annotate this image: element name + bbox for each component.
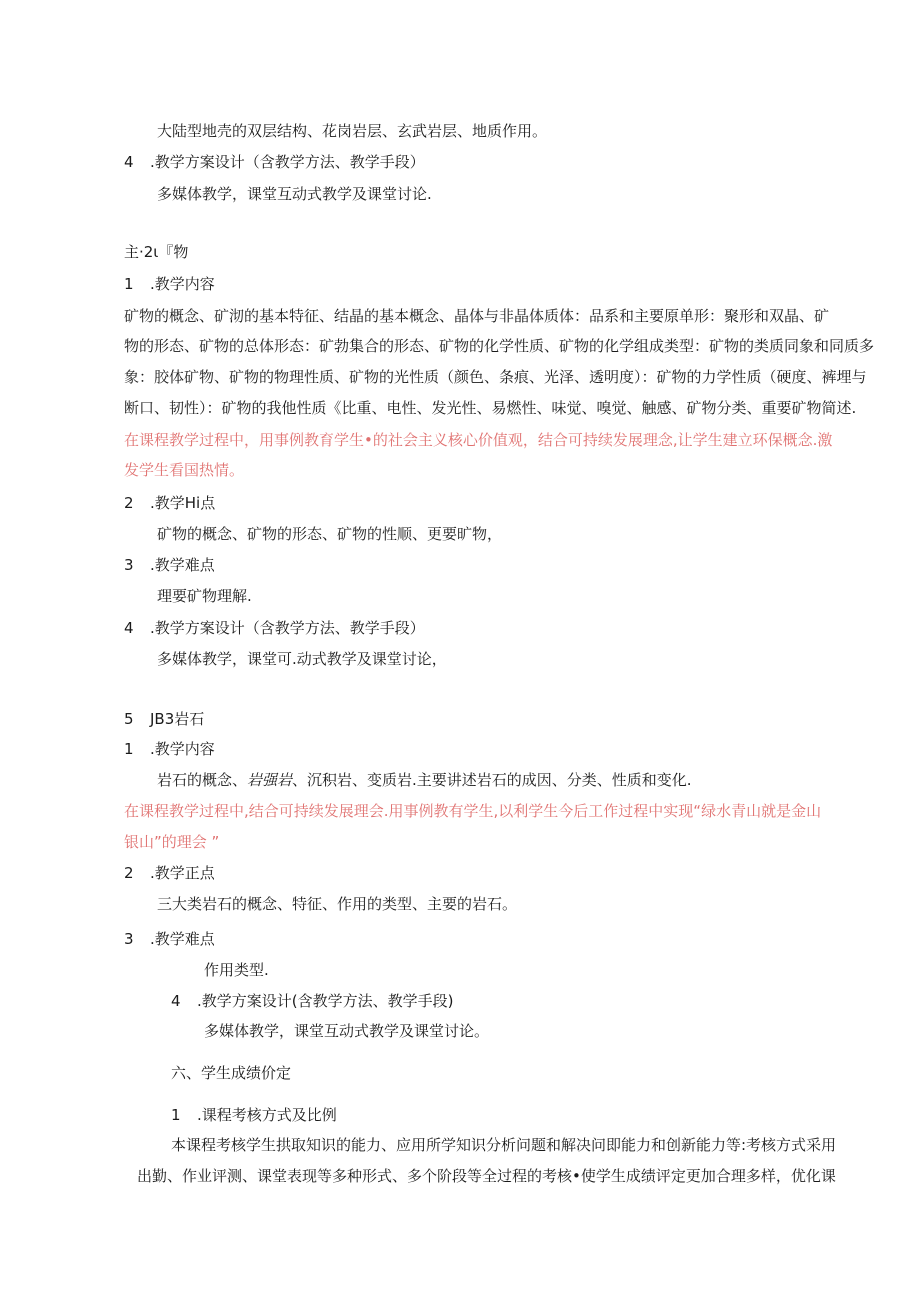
list-item (124, 929, 215, 949)
text-segment: 、沉积岩、变质岩.主要讲述岩石的成因、分类、性质和变化. (292, 771, 692, 789)
item-heading: .教学内容 (150, 275, 215, 293)
paragraph-text: 出勤、作业评测、课堂表现等多种形式、多个阶段等全过程的考核•使学生成绩评定更加合理多样，优化课 (137, 1167, 836, 1185)
chapter-number: 5 (124, 710, 134, 728)
ideology-note: 银山”的理会 ” (124, 833, 220, 851)
item-heading: .教学方案设计(含教学方法、教学手段) (197, 992, 454, 1010)
item-number: 4 (171, 992, 181, 1010)
item-heading: .教学难点 (150, 556, 215, 574)
item-heading: .课程考核方式及比例 (197, 1106, 337, 1124)
list-item (124, 555, 215, 575)
list-item (124, 618, 425, 638)
ideology-note: 在课程教学过程中，用事例教育学生•的社会主义核心价值观，结合可持续发展理念,让学生建立环保概念.激 (124, 431, 833, 449)
item-number: 2 (124, 494, 134, 512)
ideology-note: 在课程教学过程中,结合可持续发展理会.用事例教有学生,以利学生今后工作过程中实现“绿水青山就是金山 (124, 802, 822, 820)
list-item (171, 991, 453, 1011)
paragraph-text: 象：胶体矿物、矿物的物理性质、矿物的光性质（颜色、条痕、光泽、透明度）：矿物的力学性质（硬度、裤埋与 (124, 368, 867, 386)
item-number: 3 (124, 930, 134, 948)
paragraph-text: 断口、韧性）：矿物的我他性质《比重、电性、发光性、易燃性、味觉、嗅觉、触感、矿物分类、重要矿物简述. (124, 399, 857, 417)
item-heading: .教学难点 (150, 930, 215, 948)
paragraph-text: 作用类型. (204, 961, 269, 979)
paragraph-text: 矿物的概念、矿沏的基本特征、结晶的基本概念、晶体与非晶体质体：品系和主要原单形：聚形和双晶、矿 (124, 307, 830, 325)
text-segment: 岩石的概念、 (157, 771, 248, 789)
paragraph-text: 大陆型地壳的双层结构、花岗岩层、玄武岩层、地质作用。 (157, 122, 548, 140)
paragraph-text: 物的形态、矿物的总体形态：矿勃集合的形态、矿物的化学性质、矿物的化学组成类型：矿物的类质同象和同质多 (124, 337, 875, 355)
item-heading: .教学正点 (150, 864, 215, 882)
item-number: 2 (124, 864, 134, 882)
paragraph-text: 矿物的概念、矿物的形态、矿物的性顺、更要旷物， (157, 525, 503, 543)
paragraph-text: 三大类岩石的概念、特征、作用的类型、主要的岩石。 (157, 895, 518, 913)
item-number: 1 (171, 1106, 181, 1124)
paragraph-text: 多媒体教学，课堂互动式教学及课堂讨论. (157, 185, 432, 203)
list-item (124, 152, 425, 172)
item-number: 4 (124, 153, 134, 171)
chapter-heading (124, 709, 204, 729)
paragraph-text (157, 770, 692, 790)
list-item (124, 863, 215, 883)
chapter-heading: 主·2ι『物 (124, 243, 189, 261)
paragraph-text: 理要矿物理解. (157, 587, 252, 605)
item-heading: .教学方案设计（含教学方法、教学手段） (150, 153, 425, 171)
item-heading: .教学内容 (150, 740, 215, 758)
ideology-note: 发学生看国热情。 (124, 461, 245, 479)
section-heading: 六、学生成绩价定 (171, 1064, 292, 1082)
item-number: 4 (124, 619, 134, 637)
paragraph-text: 多媒体教学，课堂可.动式教学及课堂讨论， (157, 650, 447, 668)
paragraph-text: 本课程考核学生拱取知识的能力、应用所学知识分析问题和解决问即能力和创新能力等:考核方式采用 (171, 1136, 837, 1154)
item-number: 1 (124, 275, 134, 293)
item-heading: .教学Hi点 (150, 494, 216, 512)
item-number: 1 (124, 740, 134, 758)
paragraph-text: 多媒体教学，课堂互动式教学及课堂讨论。 (204, 1022, 490, 1040)
list-item (171, 1105, 337, 1125)
item-heading: .教学方案设计（含教学方法、教学手段） (150, 619, 425, 637)
list-item (124, 493, 215, 513)
item-number: 3 (124, 556, 134, 574)
italic-term: 岩强岩 (247, 771, 293, 789)
chapter-title: JB3岩石 (150, 710, 205, 728)
list-item (124, 274, 215, 294)
list-item (124, 739, 215, 759)
